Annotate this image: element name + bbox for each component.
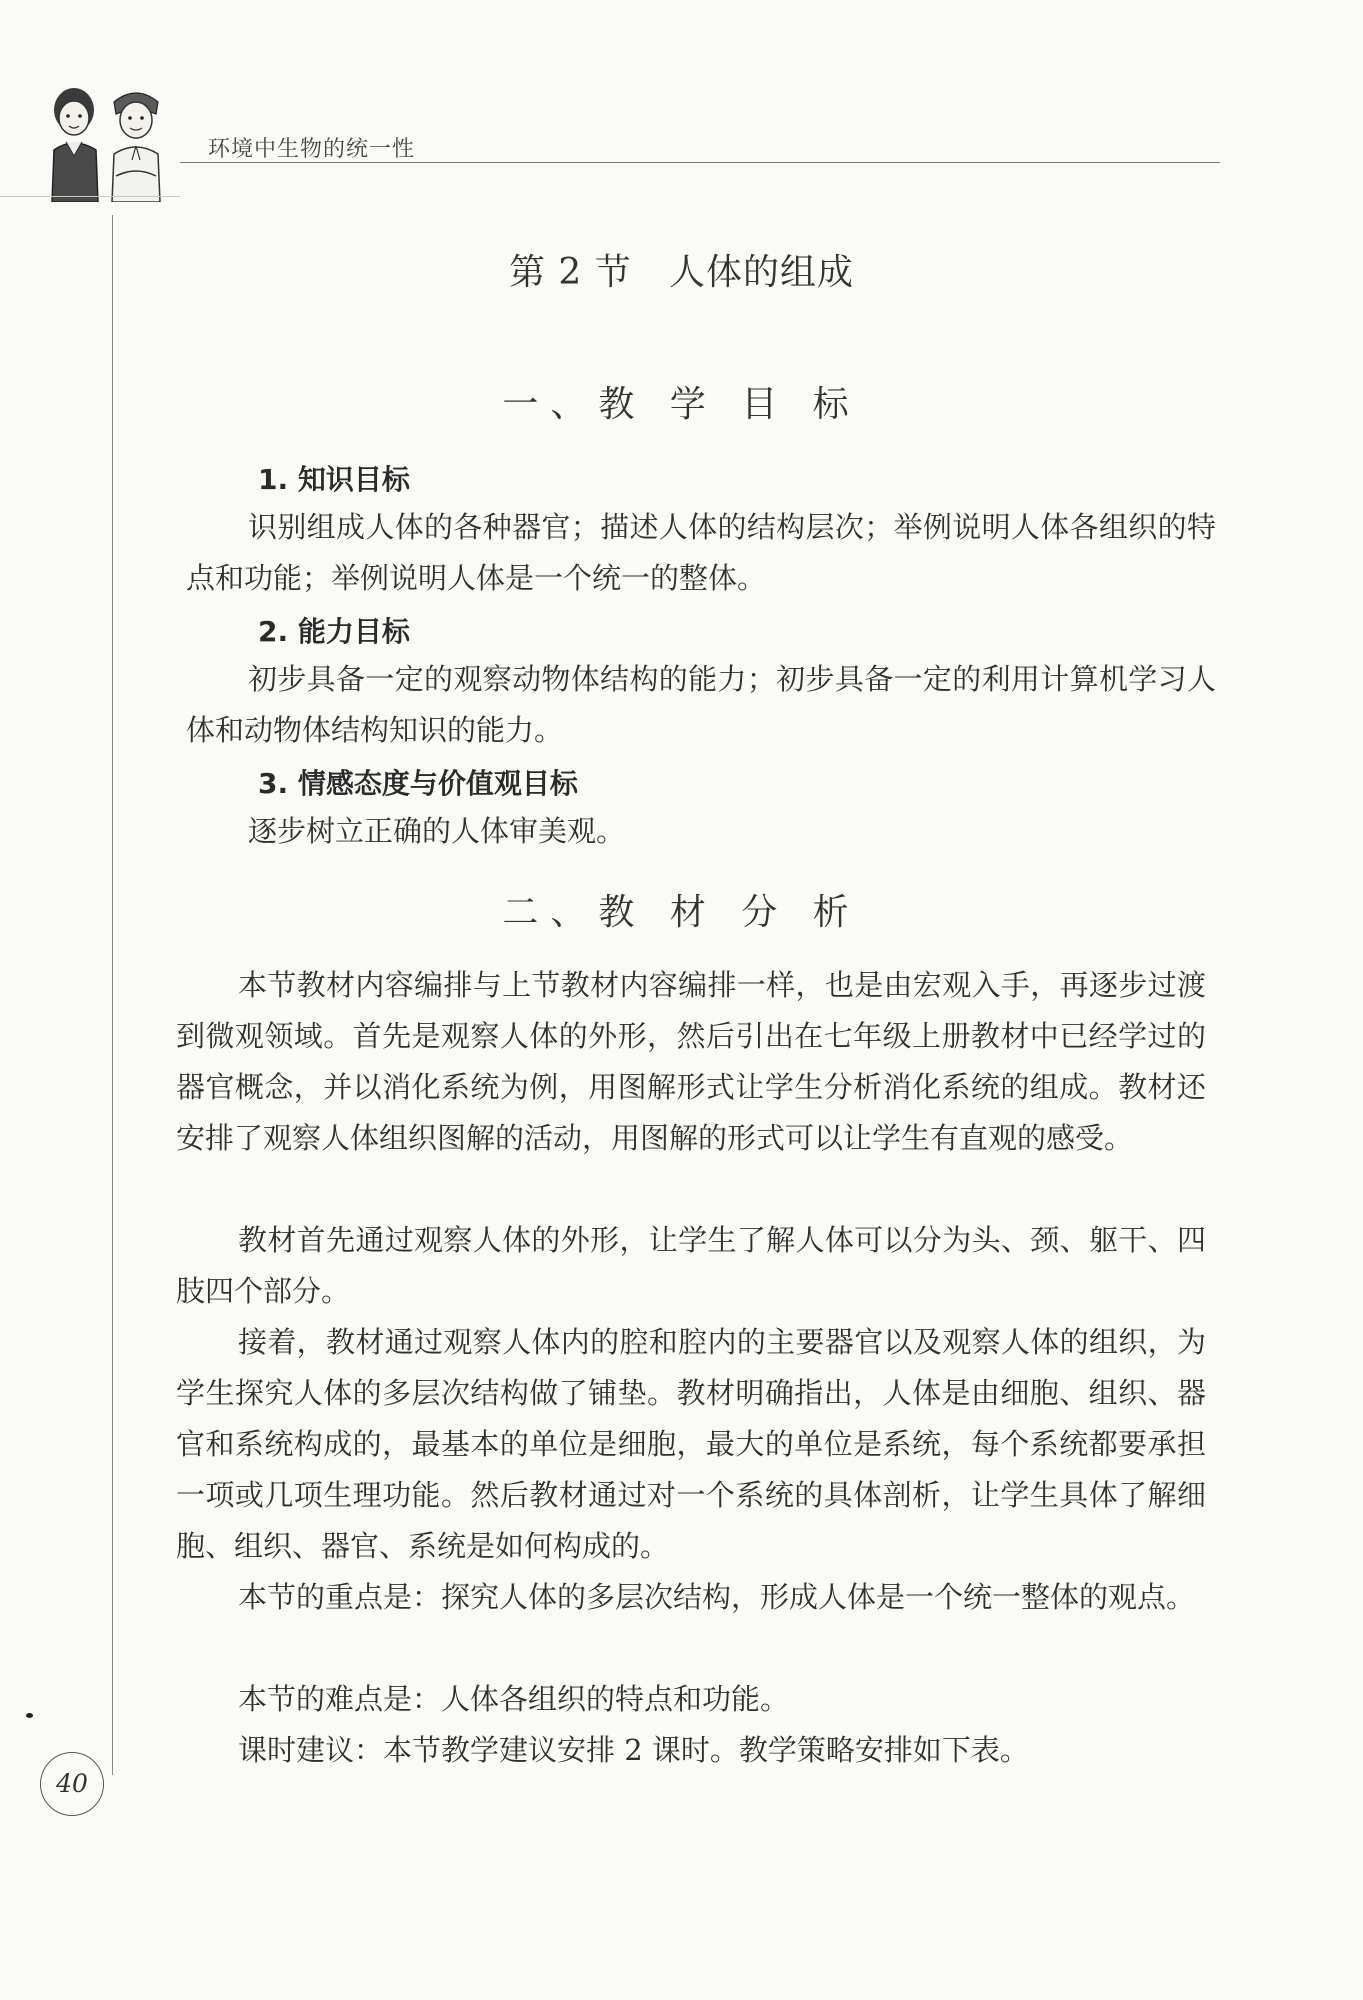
goal-text-attitude: 逐步树立正确的人体审美观。 [248, 814, 626, 848]
goal-text-knowledge: 识别组成人体的各种器官；描述人体的结构层次；举例说明人体各组织的特点和功能；举例说明人体是一个统一的整体。 [186, 510, 1216, 595]
student-figure-right [112, 93, 160, 202]
goal-text-ability: 初步具备一定的观察动物体结构的能力；初步具备一定的利用计算机学习人体和动物体结构知识的能力。 [186, 662, 1216, 747]
margin-rule [112, 215, 113, 1775]
student-figure-left [52, 88, 98, 202]
header-rule [180, 162, 1220, 163]
analysis-key-point: 本节的重点是：探究人体的多层次结构，形成人体是一个统一整体的观点。 [238, 1580, 1196, 1614]
analysis-paragraph-structure: 接着，教材通过观察人体内的腔和腔内的主要器官以及观察人体的组织，为学生探究人体的多层次结构做了铺垫。教材明确指出，人体是由细胞、组织、器官和系统构成的，最基本的单位是细胞，最大的单位是系统，每个系统都要承担一项或几项生理功能。然后教材通过对一个系统的具体剖析，让学生具体了解细胞、组织、器官、系统是如何构成的。 [176, 1325, 1206, 1563]
scan-speck [26, 1713, 33, 1718]
goal-title-ability: 2. 能力目标 [258, 615, 410, 648]
goal-title-attitude: 3. 情感态度与价值观目标 [258, 767, 578, 800]
analysis-paragraph-overview: 本节教材内容编排与上节教材内容编排一样，也是由宏观入手，再逐步过渡到微观领域。首先是观察人体的外形，然后引出在七年级上册教材中已经学过的器官概念，并以消化系统为例，用图解形式让学生分析消化系统的组成。教材还安排了观察人体组织图解的活动，用图解的形式可以让学生有直观的感受。 [176, 968, 1206, 1155]
goal-title-knowledge: 1. 知识目标 [258, 463, 410, 496]
header-mascot-illustration [40, 80, 170, 202]
running-head: 环境中生物的统一性 [208, 137, 416, 162]
analysis-difficulty: 本节的难点是：人体各组织的特点和功能。 [238, 1682, 790, 1716]
heading-teaching-goals: 一、教 学 目 标 [502, 384, 861, 425]
analysis-paragraph-body-parts: 教材首先通过观察人体的外形，让学生了解人体可以分为头、颈、躯干、四肢四个部分。 [176, 1223, 1206, 1308]
section-title: 第 2 节 人体的组成 [508, 252, 855, 293]
page-number: 40 [40, 1752, 104, 1816]
header-edge-line [0, 196, 180, 197]
heading-textbook-analysis: 二、教 材 分 析 [502, 892, 861, 933]
analysis-lesson-suggestion: 课时建议：本节教学建议安排 2 课时。教学策略安排如下表。 [238, 1733, 1029, 1767]
